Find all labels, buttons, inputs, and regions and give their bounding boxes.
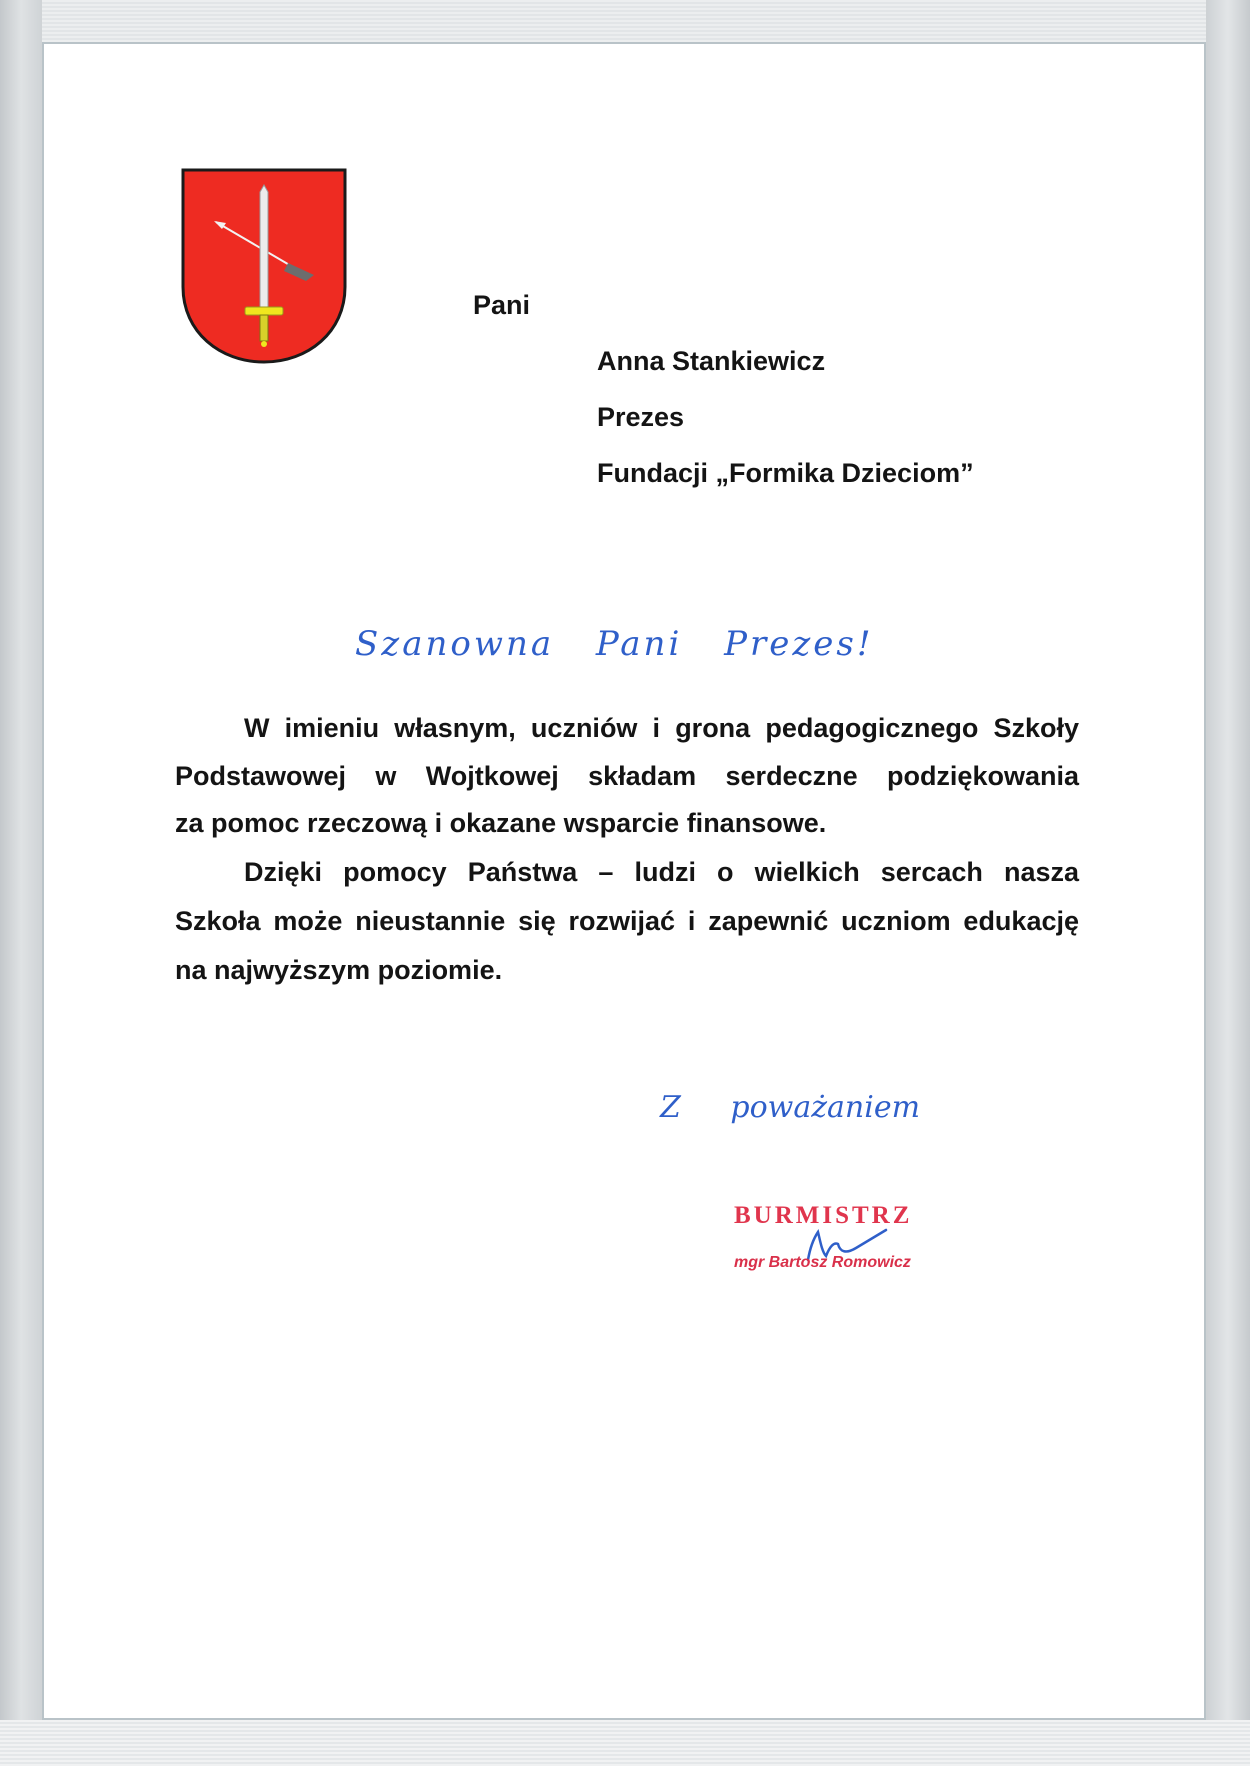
sword-grip: [260, 315, 268, 341]
addressee-title: Prezes: [597, 402, 685, 432]
sword-crossguard: [245, 307, 283, 315]
stamp-title: BURMISTRZ: [734, 1202, 913, 1229]
paragraph2-line: Dzięki pomocy Państwa – ludzi o wielkich sercach nasza: [244, 857, 1079, 887]
addressee-name: Anna Stankiewicz: [597, 346, 826, 376]
paragraph2-line: Szkoła może nieustannie się rozwijać i zapewnić uczniom edukację: [175, 906, 1079, 936]
sword-pommel: [261, 341, 267, 347]
handwritten-greeting: Szanowna Pani Prezes!: [355, 624, 874, 664]
paragraph1-line: Podstawowej w Wojtkowej składam serdeczne podziękowania: [175, 761, 1079, 791]
paragraph1-line: za pomoc rzeczową i okazane wsparcie finansowe.: [175, 808, 827, 838]
paragraph1-line: W imieniu własnym, uczniów i grona pedagogicznego Szkoły: [244, 713, 1079, 743]
frame-left: [0, 0, 42, 1766]
stamp-name: mgr Bartosz Romowicz: [734, 1254, 911, 1271]
handwritten-closing: Z poważaniem: [660, 1090, 921, 1125]
sword-blade: [260, 185, 268, 307]
frame-bottom: [0, 1720, 1250, 1766]
frame-top: [0, 0, 1250, 42]
coat-of-arms-icon: [180, 167, 348, 365]
addressee-organization: Fundacji „Formika Dzieciom”: [597, 458, 974, 488]
salutation-prefix: Pani: [473, 290, 531, 320]
frame-right: [1206, 0, 1250, 1766]
paragraph2-line: na najwyższym poziomie.: [175, 955, 503, 985]
